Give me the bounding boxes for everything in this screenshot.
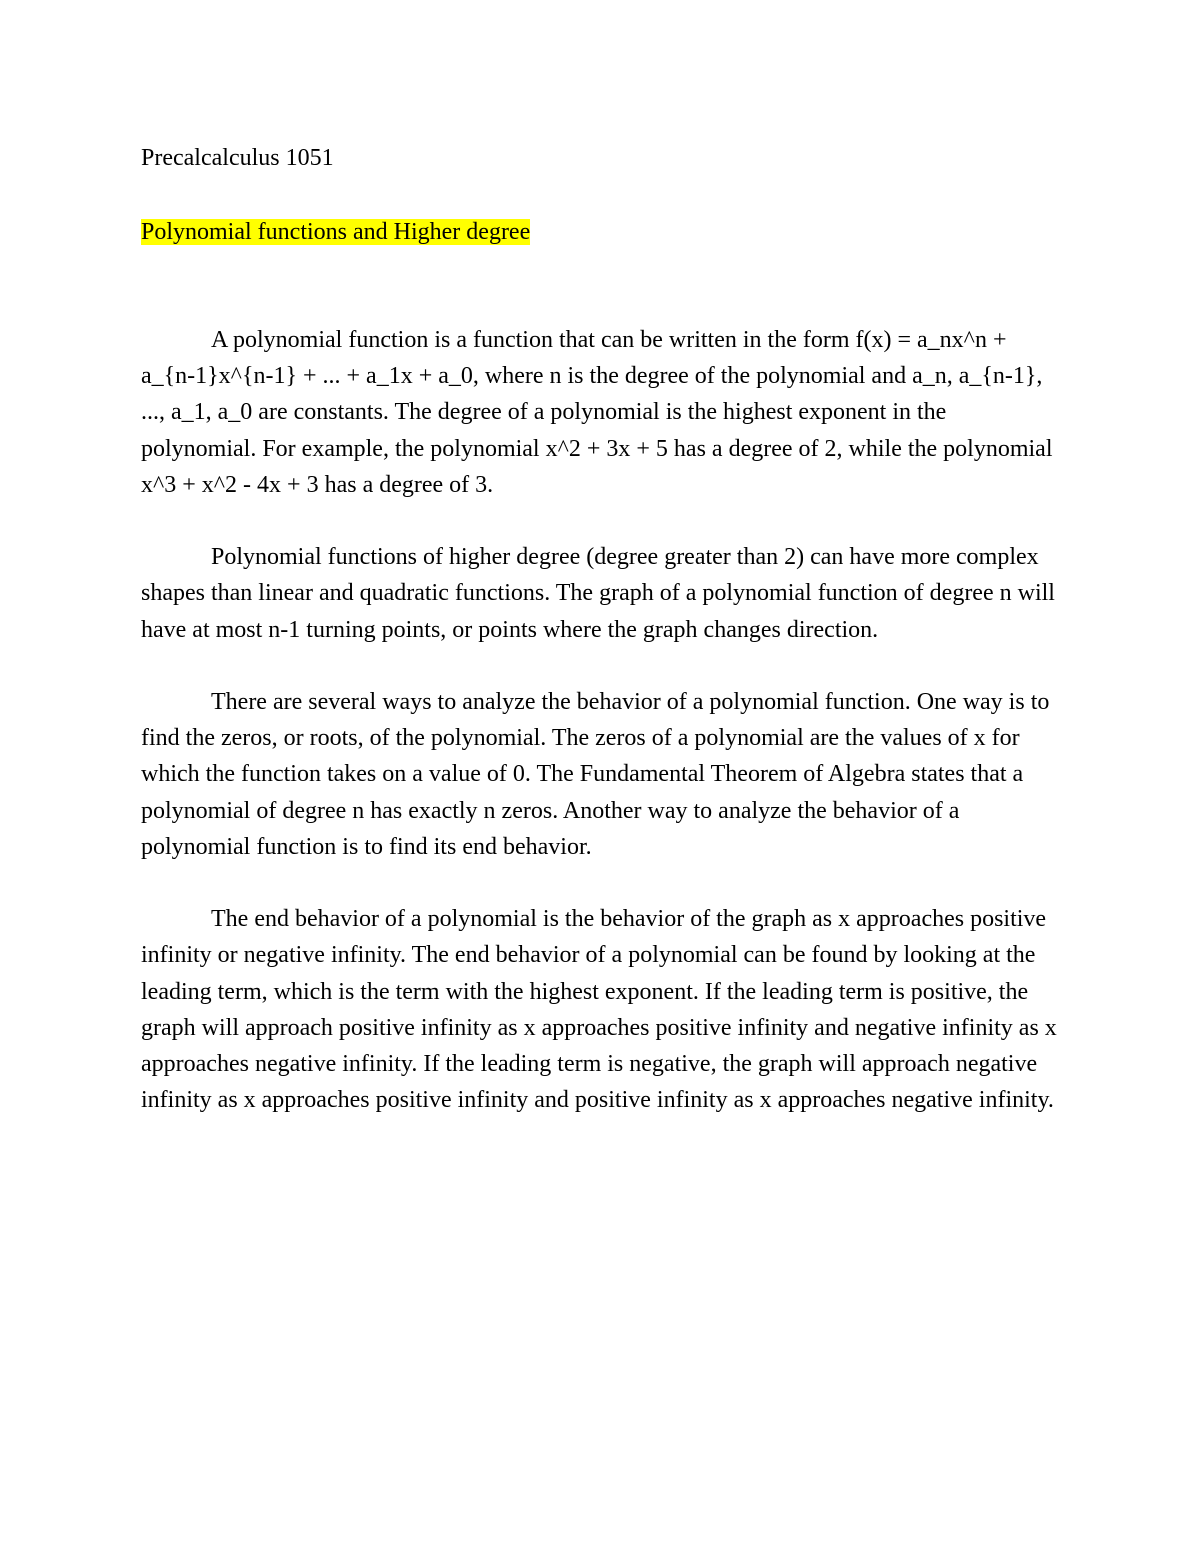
course-title: Precalcalculus 1051 xyxy=(141,145,334,171)
highlighted-heading-text: Polynomial functions and Higher degree xyxy=(141,219,531,245)
paragraph-higher-degree: Polynomial functions of higher degree (degree greater than 2) can have more complex shapes than linear and quadratic functions. The graph of a polynomial function of degree n will have at most n-1 turning points, or points where the graph changes direction. xyxy=(141,544,1055,643)
section-heading xyxy=(141,214,1061,250)
paragraph-analyze-behavior: There are several ways to analyze the behavior of a polynomial function. One way is to find the zeros, or roots, of the polynomial. The zeros of a polynomial are the values of x for which the function takes on a value of 0. The Fundamental Theorem of Algebra states that a polynomial of degree n has exactly n zeros. Another way to analyze the behavior of a polynomial function is to find its end behavior. xyxy=(141,689,1050,860)
paragraph-end-behavior: The end behavior of a polynomial is the behavior of the graph as x approaches positive infinity or negative infinity. The end behavior of a polynomial can be found by looking at the leading term, which is the term with the highest exponent. If the leading term is positive, the graph will approach positive infinity as x approaches positive infinity and negative infinity as x approaches negative infinity. If the leading term is negative, the graph will approach negative infinity as x approaches positive infinity and positive infinity as x approaches negative infinity. xyxy=(141,906,1057,1114)
body-text xyxy=(141,322,1061,1118)
paragraph-polynomial-definition: A polynomial function is a function that can be written in the form f(x) = a_nx^n + a_{n-1}x^{n-1} + ... + a_1x + a_0, where n is the degree of the polynomial and a_n, a_{n-1}, ..., a_1, a_0 are constants. The degree of a polynomial is the highest exponent in the polynomial. For example, the polynomial x^2 + 3x + 5 has a degree of 2, while the polynomial x^3 + x^2 - 4x + 3 has a degree of 3. xyxy=(141,327,1053,498)
document-content xyxy=(141,140,1061,1155)
